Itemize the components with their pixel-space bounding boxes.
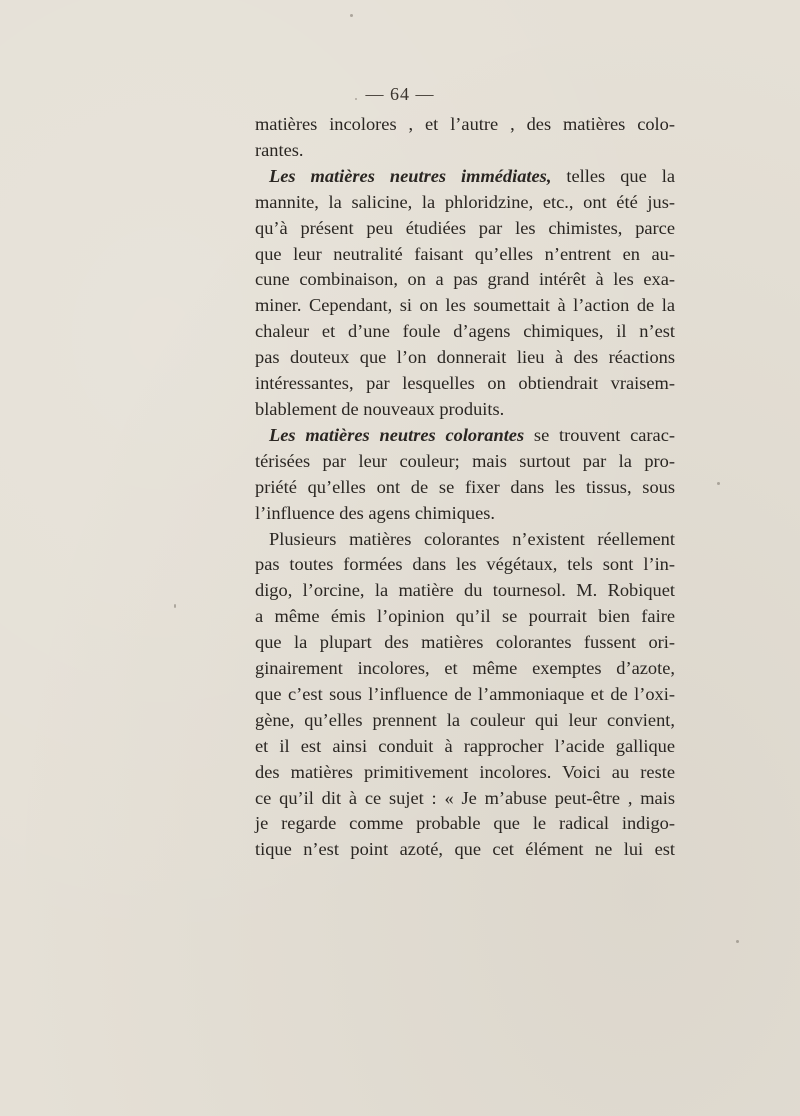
text-line (255, 578, 675, 604)
text-line (255, 345, 675, 371)
paper-speck (736, 940, 739, 943)
text-line (255, 552, 675, 578)
text-run: miner. Cependant, si on les soumettait à l’action de la (255, 295, 675, 316)
text-line (255, 319, 675, 345)
text-run: et il est ainsi conduit à rapprocher l’acide gallique (255, 735, 675, 756)
text-run: blablement de nouveaux produits. (255, 398, 505, 419)
text-run: pas toutes formées dans les végétaux, tels sont l’in- (255, 554, 675, 575)
text-run: gène, qu’elles prennent la couleur qui leur convient, (255, 709, 675, 730)
text-run: priété qu’elles ont de se fixer dans les tissus, sous (255, 476, 675, 497)
text-line (255, 734, 675, 760)
text-run: rantes. (255, 139, 304, 160)
text-run: se trouvent carac- (524, 424, 675, 445)
text-run: tique n’est point azoté, que cet élément ne lui est (255, 839, 675, 860)
body-text (255, 112, 675, 863)
text-line (255, 242, 675, 268)
text-line (255, 760, 675, 786)
text-line (255, 837, 675, 863)
paper-speck (717, 482, 720, 485)
text-run: des matières primitivement incolores. Voici au reste (255, 761, 675, 782)
text-run: telles que la (551, 165, 675, 186)
text-line (255, 449, 675, 475)
text-line (255, 811, 675, 837)
text-line (255, 112, 675, 138)
text-line (255, 190, 675, 216)
text-run: qu’à présent peu étudiées par les chimistes, parce (255, 217, 675, 238)
text-line (255, 164, 675, 190)
text-line (255, 682, 675, 708)
text-run: pas douteux que l’on donnerait lieu à des réactions (255, 347, 675, 368)
text-run: cune combinaison, on a pas grand intérêt à les exa- (255, 269, 675, 290)
text-run: que c’est sous l’influence de l’ammoniaque et de l’oxi- (255, 683, 675, 704)
text-run: l’influence des agens chimiques. (255, 502, 496, 523)
page-number: — 64 — (365, 84, 435, 104)
italic-term: Les matières neutres immédiates, (269, 165, 552, 186)
text-run: a même émis l’opinion qu’il se pourrait bien faire (255, 606, 675, 627)
text-run: matières incolores , et l’autre , des matières colo- (255, 114, 675, 134)
text-line (255, 786, 675, 812)
text-line (255, 267, 675, 293)
text-line (255, 216, 675, 242)
text-line (255, 604, 675, 630)
text-run: ginairement incolores, et même exemptes d’azote, (255, 658, 675, 679)
text-run: intéressantes, par lesquelles on obtiendrait vraisem- (255, 373, 675, 394)
text-run: digo, l’orcine, la matière du tournesol. M. Robiquet (255, 580, 675, 601)
text-line (255, 501, 675, 527)
text-run: je regarde comme probable que le radical indigo- (255, 813, 675, 834)
text-line (255, 475, 675, 501)
text-line (255, 423, 675, 449)
text-line (255, 527, 675, 553)
paper-speck (350, 14, 353, 17)
paper-speck (174, 604, 176, 608)
text-run: mannite, la salicine, la phloridzine, etc., ont été jus- (255, 191, 675, 212)
text-line (255, 656, 675, 682)
text-line (255, 397, 675, 423)
text-line (255, 708, 675, 734)
text-run: chaleur et d’une foule d’agens chimiques, il n’est (255, 321, 675, 342)
text-run: Plusieurs matières colorantes n’existent réellement (269, 528, 675, 549)
text-run: que leur neutralité faisant qu’elles n’entrent en au- (255, 243, 675, 264)
text-run: ce qu’il dit à ce sujet : « Je m’abuse peut-être , mais (255, 787, 675, 808)
text-run: que la plupart des matières colorantes fussent ori- (255, 632, 675, 653)
italic-term: Les matières neutres colorantes (269, 424, 525, 445)
text-line (255, 293, 675, 319)
text-line (255, 630, 675, 656)
text-line (255, 371, 675, 397)
text-line (255, 138, 675, 164)
text-run: térisées par leur couleur; mais surtout par la pro- (255, 450, 675, 471)
